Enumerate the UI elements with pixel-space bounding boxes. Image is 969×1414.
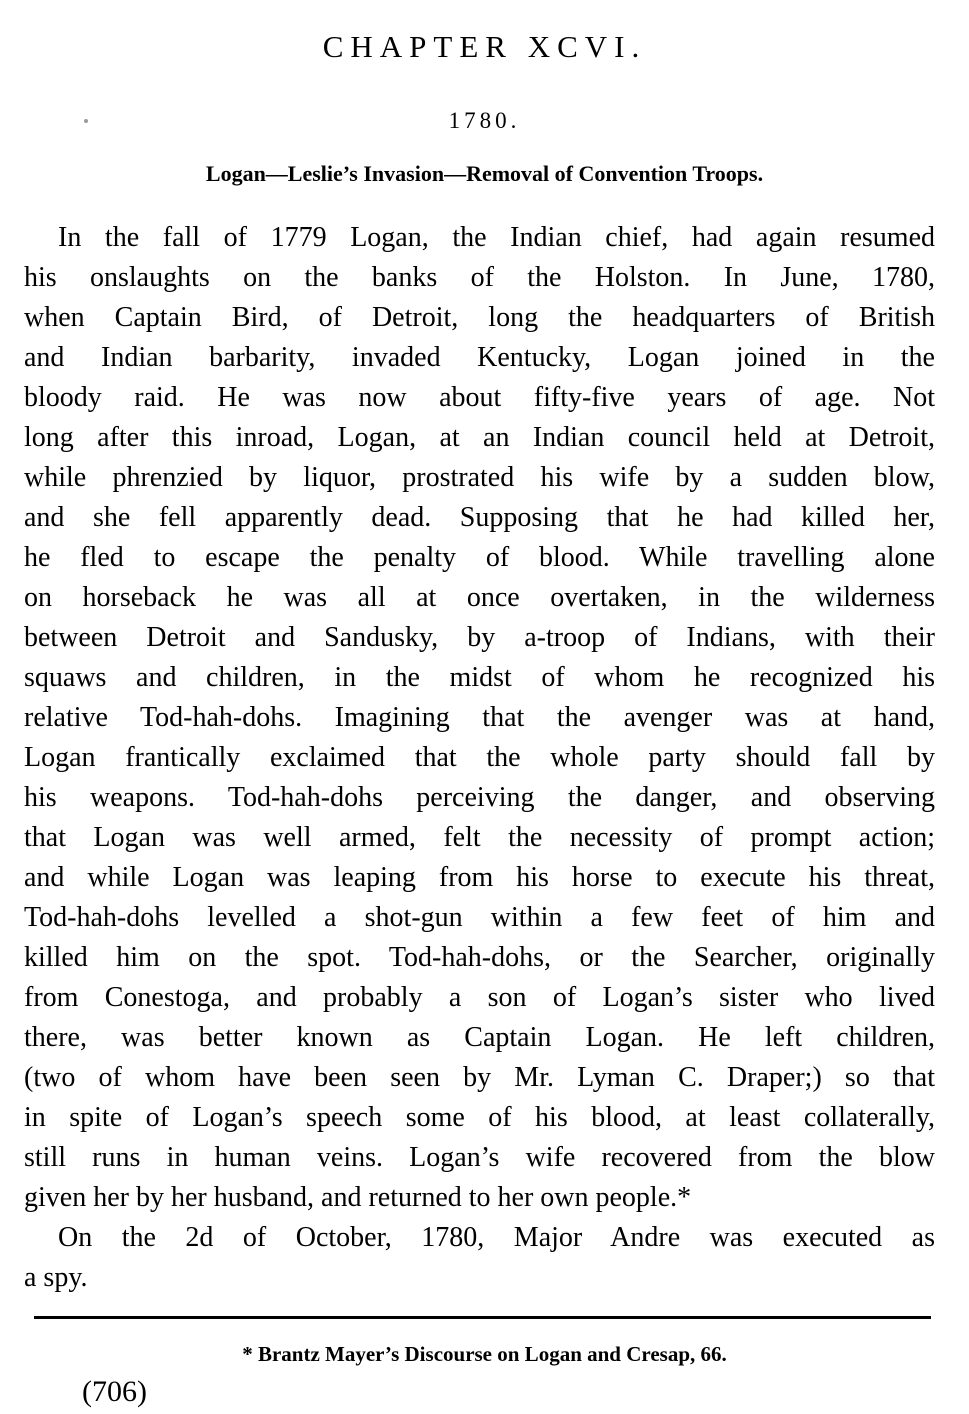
text-line: In the fall of 1779 Logan, the Indian chief, had again resumed xyxy=(58,222,935,253)
text-line: Tod-hah-dohs levelled a shot-gun within a few feet of him and xyxy=(24,902,935,933)
text-line: while phrenzied by liquor, prostrated his wife by a sudden blow, xyxy=(24,462,935,493)
text-line: squaws and children, in the midst of whom he recognized his xyxy=(24,662,935,693)
footnote-text: * Brantz Mayer’s Discourse on Logan and Cresap, 66. xyxy=(242,1342,727,1366)
text-line: between Detroit and Sandusky, by a-troop of Indians, with their xyxy=(24,622,935,653)
text-line: a spy. xyxy=(24,1262,88,1293)
text-line: and Indian barbarity, invaded Kentucky, Logan joined in the xyxy=(24,342,935,373)
text-line: and while Logan was leaping from his horse to execute his threat, xyxy=(24,862,935,893)
text-line: there, was better known as Captain Logan. He left children, xyxy=(24,1022,935,1053)
text-line: (two of whom have been seen by Mr. Lyman C. Draper;) so that xyxy=(24,1062,935,1093)
chapter-subtitle: Logan—Leslie’s Invasion—Removal of Convention Troops. xyxy=(205,161,764,186)
chapter-heading: CHAPTER XCVI. xyxy=(322,29,647,64)
text-line: On the 2d of October, 1780, Major Andre was executed as xyxy=(58,1222,935,1253)
text-line: on horseback he was all at once overtaken, in the wilderness xyxy=(24,582,935,613)
text-line: killed him on the spot. Tod-hah-dohs, or the Searcher, originally xyxy=(24,942,935,973)
body-text xyxy=(24,218,935,1298)
text-line: when Captain Bird, of Detroit, long the headquarters of British xyxy=(24,302,935,333)
text-line: bloody raid. He was now about fifty-five years of age. Not xyxy=(24,382,935,413)
text-line: still runs in human veins. Logan’s wife recovered from the blow xyxy=(24,1142,935,1173)
text-line: relative Tod-hah-dohs. Imagining that the avenger was at hand, xyxy=(24,702,935,733)
text-line: he fled to escape the penalty of blood. While travelling alone xyxy=(24,542,935,573)
text-line: that Logan was well armed, felt the necessity of prompt action; xyxy=(24,822,935,853)
text-line: his weapons. Tod-hah-dohs perceiving the danger, and observing xyxy=(24,782,935,813)
text-line: in spite of Logan’s speech some of his blood, at least collaterally, xyxy=(24,1102,935,1133)
chapter-year: 1780. xyxy=(448,108,521,133)
footnote-divider xyxy=(34,1316,931,1319)
text-line: given her by her husband, and returned to her own people.* xyxy=(24,1182,692,1213)
text-line: his onslaughts on the banks of the Holston. In June, 1780, xyxy=(24,262,935,293)
scan-speck xyxy=(84,119,88,123)
text-line: long after this inroad, Logan, at an Indian council held at Detroit, xyxy=(24,422,935,453)
page-number: (706) xyxy=(82,1375,147,1408)
text-line: Logan frantically exclaimed that the whole party should fall by xyxy=(24,742,935,773)
paragraph-andre xyxy=(24,1218,935,1298)
text-line: and she fell apparently dead. Supposing that he had killed her, xyxy=(24,502,935,533)
paragraph-logan xyxy=(24,218,935,1218)
text-line: from Conestoga, and probably a son of Logan’s sister who lived xyxy=(24,982,935,1013)
